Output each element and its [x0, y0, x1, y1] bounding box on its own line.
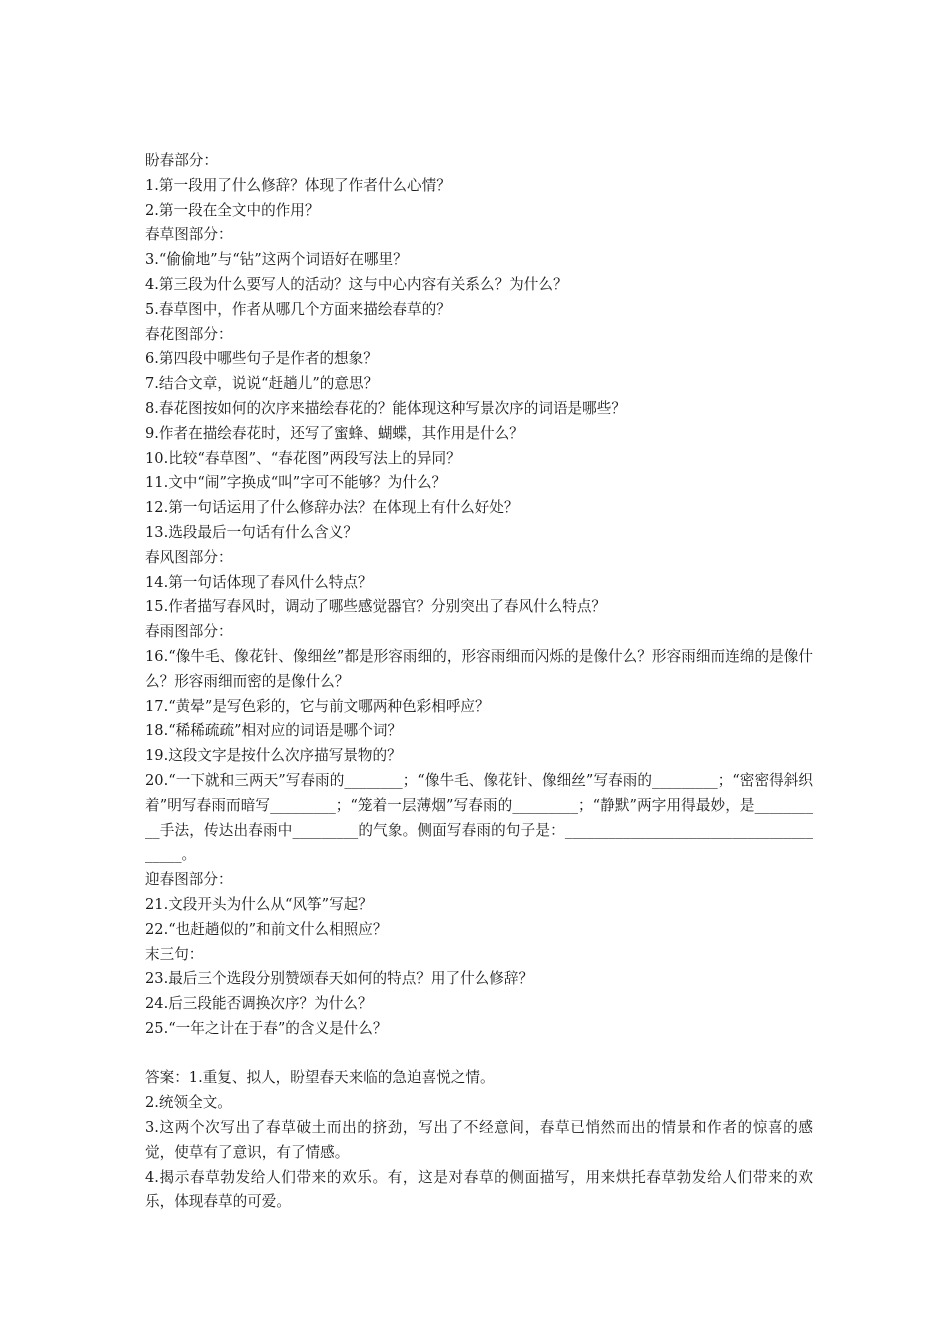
question-2: 2.第一段在全文中的作用？ — [145, 201, 320, 219]
question-7: 7.结合文章，说说“赶趟儿”的意思？ — [145, 375, 379, 393]
question-18: 18.“稀稀疏疏”相对应的词语是哪个词？ — [145, 722, 403, 740]
question-23: 23.最后三个选段分别赞颂春天如何的特点？用了什么修辞？ — [145, 970, 534, 988]
question-25: 25.“一年之计在于春”的含义是什么？ — [145, 1019, 388, 1037]
answer-2: 2.统领全文。 — [145, 1094, 232, 1112]
question-16: 16.“像牛毛、像花针、像细丝”都是形容雨细的，形容雨细而闪烁的是像什么？形容雨细而连绵的是像什么？形容雨细而密的是像什么？ — [145, 647, 813, 690]
answer-4: 4.揭示春草勃发给人们带来的欢乐。有，这是对春草的侧面描写，用来烘托春草勃发给人们带来的欢乐，体现春草的可爱。 — [145, 1168, 813, 1211]
question-10: 10.比较“春草图”、“春花图”两段写法上的异同？ — [145, 449, 461, 467]
blank-line — [145, 1042, 813, 1067]
section-heading-mosanju: 末三句： — [145, 945, 204, 963]
section-heading-panchun: 盼春部分： — [145, 152, 218, 169]
question-8: 8.春花图按如何的次序来描绘春花的？能体现这种写景次序的词语是哪些？ — [145, 399, 626, 417]
question-5: 5.春草图中，作者从哪几个方面来描绘春草的？ — [145, 300, 451, 318]
question-14: 14.第一句话体现了春风什么特点？ — [145, 573, 373, 591]
question-1: 1.第一段用了什么修辞？体现了作者什么心情？ — [145, 176, 451, 194]
section-heading-chunfeng: 春风图部分： — [145, 548, 233, 566]
question-6: 6.第四段中哪些句子是作者的想象？ — [145, 350, 378, 368]
question-13: 13.选段最后一句话有什么含义？ — [145, 523, 358, 541]
question-9: 9.作者在描绘春花时，还写了蜜蜂、蝴蝶，其作用是什么？ — [145, 424, 524, 442]
answer-1: 答案：1.重复、拟人，盼望春天来临的急迫喜悦之情。 — [145, 1069, 495, 1087]
question-12: 12.第一句话运用了什么修辞办法？在体现上有什么好处？ — [145, 499, 519, 517]
section-heading-chunyu: 春雨图部分： — [145, 623, 233, 641]
question-24: 24.后三段能否调换次序？为什么？ — [145, 995, 373, 1013]
document-page — [145, 149, 813, 1215]
section-heading-chunhua: 春花图部分： — [145, 325, 233, 343]
question-11: 11.文中“闹”字换成“叫”字可不能够？为什么？ — [145, 474, 447, 492]
section-heading-yingchun: 迎春图部分： — [145, 871, 233, 889]
question-17: 17.“黄晕”是写色彩的，它与前文哪两种色彩相呼应？ — [145, 697, 490, 715]
question-3: 3.“偷偷地”与“钻”这两个词语好在哪里？ — [145, 251, 408, 269]
question-4: 4.第三段为什么要写人的活动？这与中心内容有关系么？为什么？ — [145, 275, 568, 293]
section-heading-chuncao: 春草图部分： — [145, 226, 233, 244]
answer-3: 3.这两个次写出了春草破土而出的挤劲，写出了不经意间，春草已悄然而出的情景和作者的惊喜的感觉，使草有了意识，有了情感。 — [145, 1119, 813, 1161]
question-21: 21.文段开头为什么从“风筝”写起？ — [145, 895, 373, 913]
question-22: 22.“也赶趟似的”和前文什么相照应？ — [145, 920, 388, 938]
question-19: 19.这段文字是按什么次序描写景物的？ — [145, 747, 402, 765]
question-20: 20.“一下就和三两天”写春雨的________；“像牛毛、像花针、像细丝”写春雨的_________；“密密得斜织着”明写春雨而暗写_________；“笼着一层薄烟”写春雨的_________；“静默”两字用得最妙，是__________手法，传达出春雨中_________的气象。侧面写春雨的句子是：_______________________________________。 — [145, 771, 813, 864]
question-15: 15.作者描写春风时，调动了哪些感觉器官？分别突出了春风什么特点？ — [145, 598, 607, 616]
